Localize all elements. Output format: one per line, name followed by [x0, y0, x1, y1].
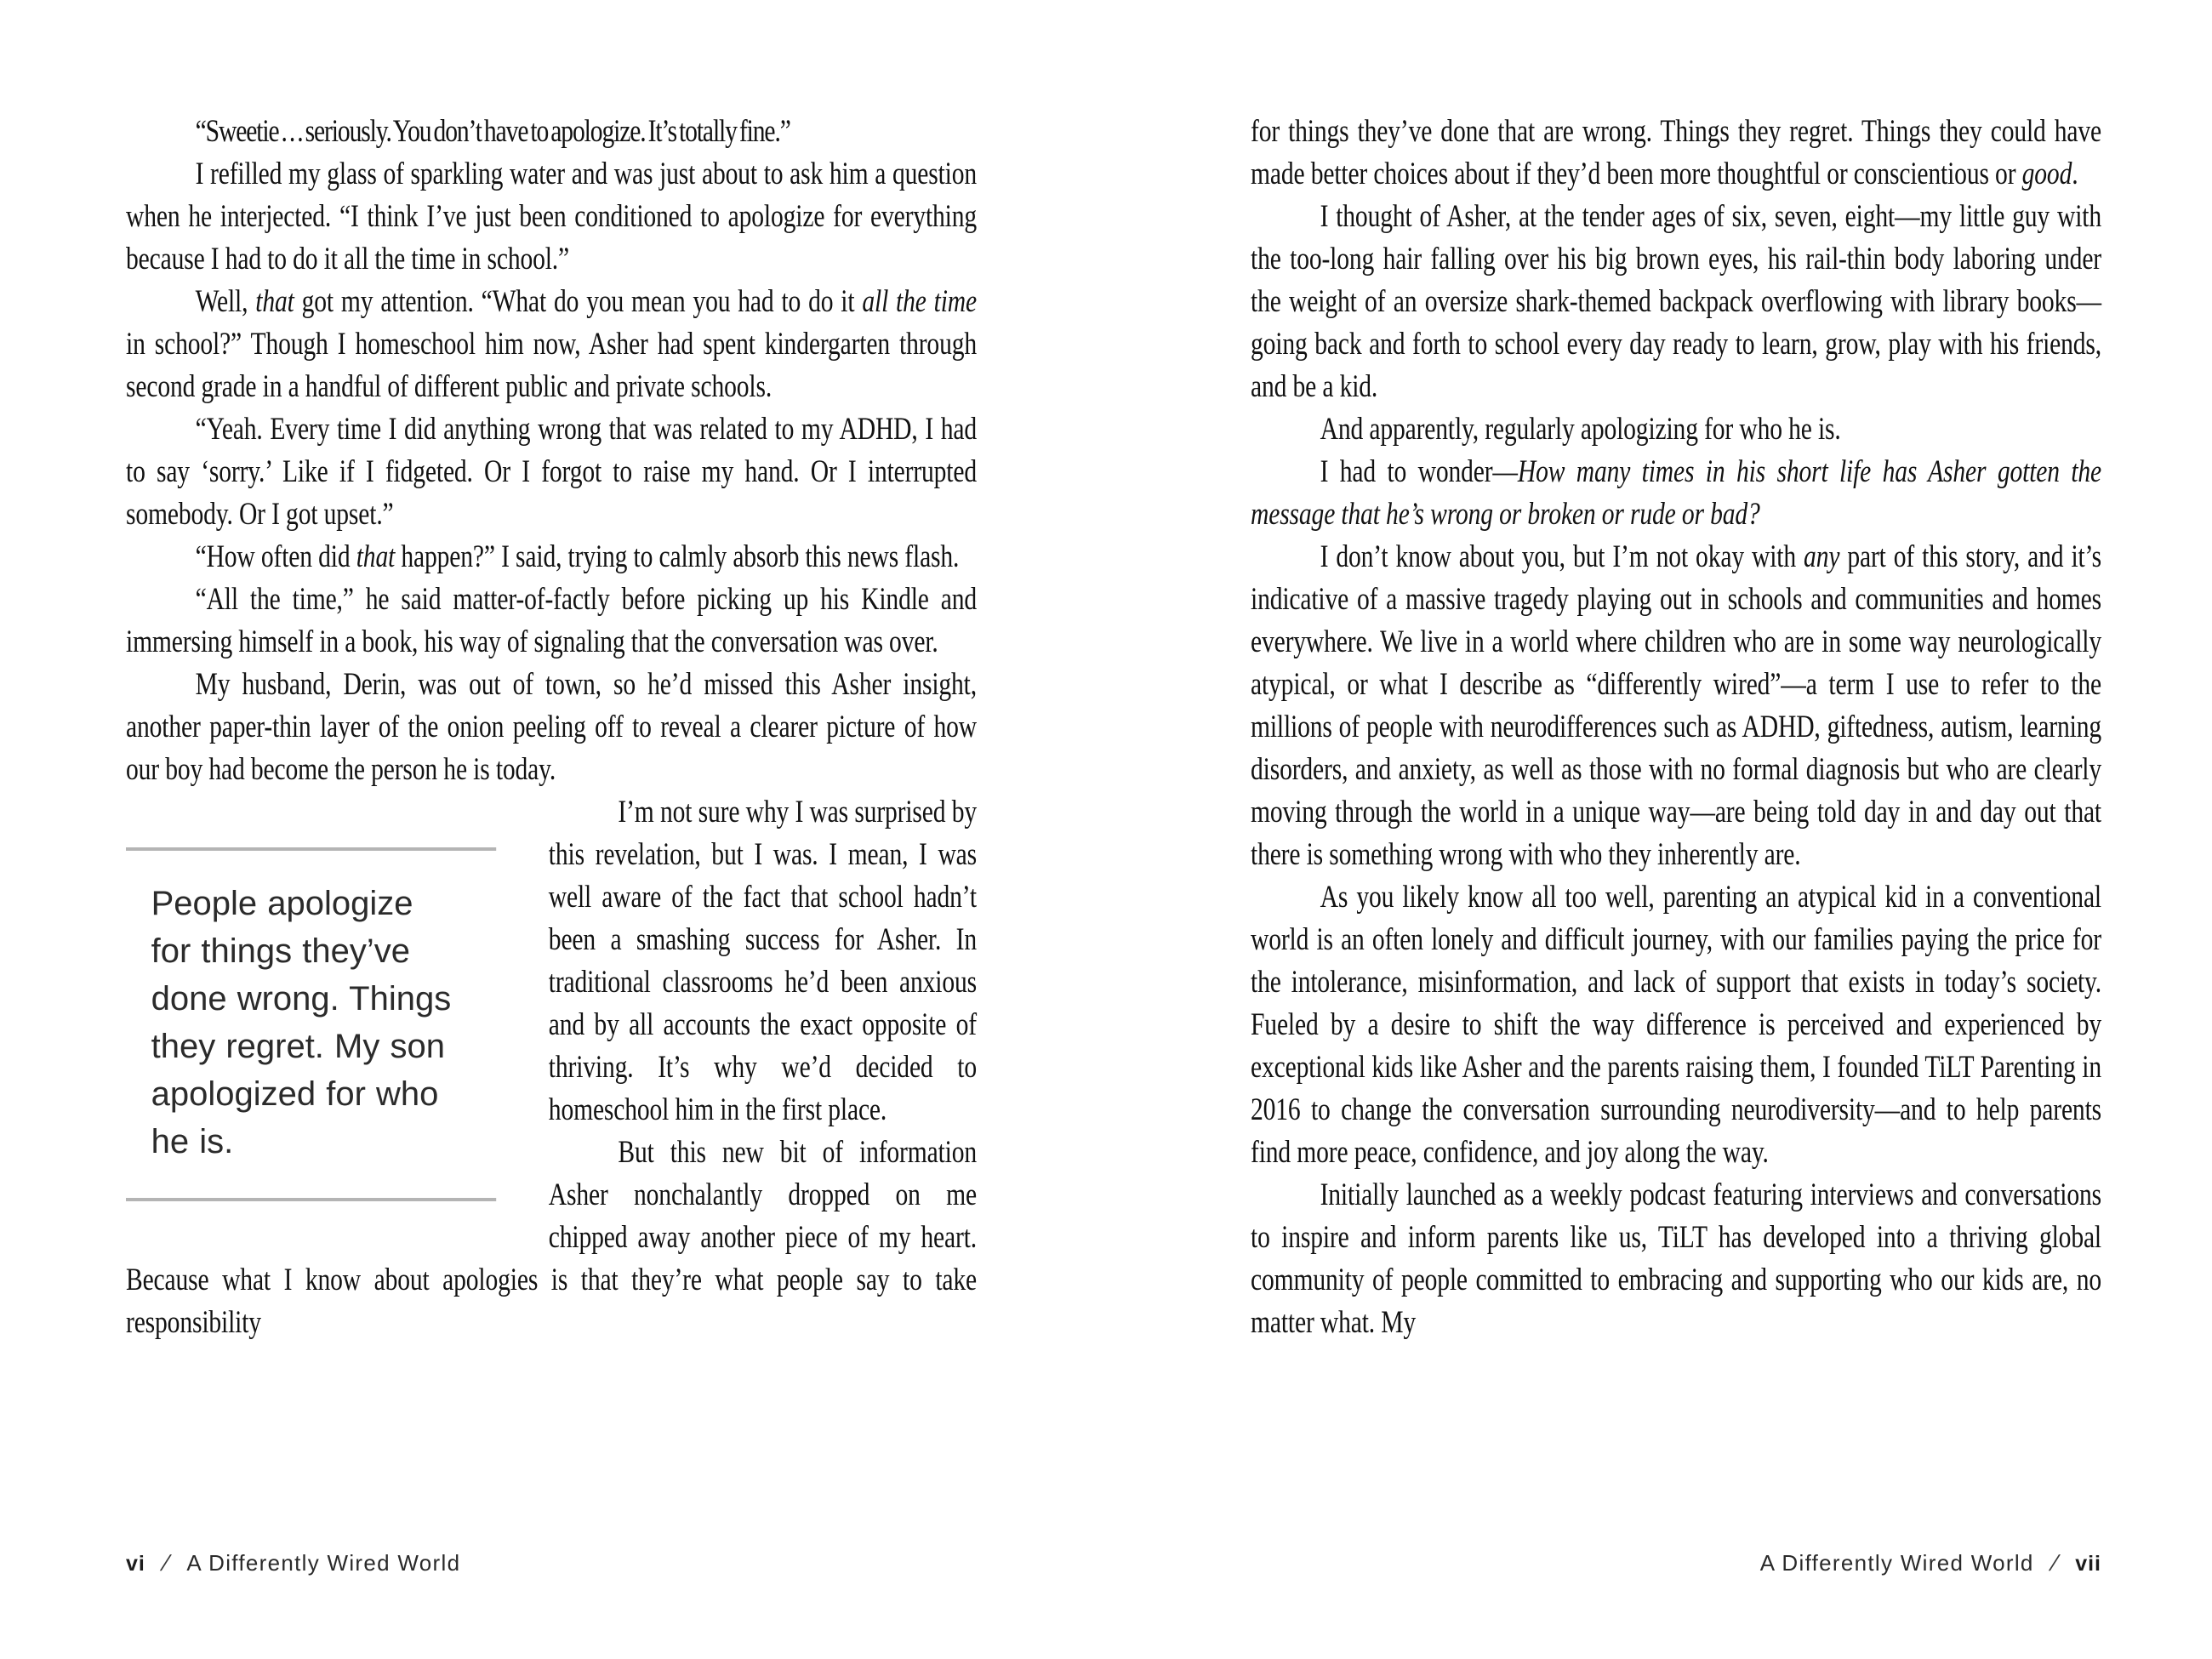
emphasis: any	[1804, 539, 1840, 574]
paragraph: But this new bit of information Asher nonchalantly dropped on me chipped away another piece of my heart. Because what I know about apologies is that they’re what people say to take responsibility	[126, 1135, 977, 1340]
paragraph: I don’t know about you, but I’m not okay with any part of this story, and it’s indicative of a massive tragedy playing out in schools and communities and homes everywhere. We live in a world where children who are in some way neurologically atypical, or what I describe as “differently wired”—a term I use to refer to the millions of people with neurodifferences such as ADHD, giftedness, autism, learning disorders, and anxiety, as well as those with no formal diagnosis but who are clearly moving through the world in a unique way—are being told day in and day out that there is something wrong with who they inherently are.	[1251, 539, 2101, 872]
paragraph: I refilled my glass of sparkling water and was just about to ask him a question when he interjected. “I think I’ve just been conditioned to apologize for everything because I had to do it all the time in school.”	[126, 157, 978, 276]
separator-slash: /	[2046, 1550, 2063, 1576]
text-before-pull-quote	[126, 111, 977, 791]
footer-right	[1760, 1550, 2101, 1576]
paragraph: Well, that got my attention. “What do you mean you had to do it all the time in school?” Though I homeschool him now, Asher had spent kindergarten through second grade in a handful of different public and private schools.	[126, 284, 977, 404]
footer-left	[126, 1550, 460, 1576]
emphasis: How many times in his short life has Asher gotten the message that he’s wrong or broken or rude or bad?	[1251, 454, 2102, 532]
paragraph: I thought of Asher, at the tender ages of six, seven, eight—my little guy with the too-long hair falling over his big brown eyes, his rail-thin body laboring under the weight of an oversize shark-themed backpack overflowing with library books—going back and forth to school every day ready to learn, grow, play with his friends, and be a kid.	[1251, 199, 2101, 404]
emphasis: that	[255, 284, 294, 319]
paragraph: “How often did that happen?” I said, trying to calmly absorb this news flash.	[195, 539, 960, 574]
page-left-text-column	[126, 111, 977, 1344]
running-title: A Differently Wired World	[186, 1550, 461, 1576]
pull-quote-text: People apologize for things they’ve done wrong. Things they regret. My son apologized for who he is.	[151, 885, 452, 1160]
page-number: vi	[126, 1552, 145, 1576]
paragraph: My husband, Derin, was out of town, so he’d missed this Asher insight, another paper-thin layer of the onion peeling off to reveal a clearer picture of how our boy had become the person he is today.	[126, 667, 978, 787]
paragraph: And apparently, regularly apologizing for who he is.	[1320, 412, 1841, 447]
paragraph: “All the time,” he said matter-of-factly before picking up his Kindle and immersing himself in a book, his way of signaling that the conversation was over.	[126, 582, 978, 659]
right-page-text	[1251, 111, 2101, 1344]
page-right-text-column	[1251, 111, 2101, 1344]
paragraph: “Sweetie . . . seriously. You don’t have to apologize. It’s totally fine.”	[195, 114, 790, 149]
page-number: vii	[2075, 1552, 2101, 1576]
paragraph: I had to wonder—How many times in his short life has Asher gotten the message that he’s wrong or broken or rude or bad?	[1251, 454, 2102, 532]
emphasis: that	[356, 539, 396, 574]
separator-slash: /	[157, 1550, 175, 1576]
paragraph: I’m not sure why I was surprised by this revelation, but I was. I mean, I was well aware of the fact that school hadn’t been a smashing success for Asher. In traditional classrooms he’d been anxious and by all accounts the exact opposite of thriving. It’s why we’d decided to homeschool him in the first place.	[548, 795, 977, 1127]
emphasis: good	[2021, 157, 2072, 191]
pull-quote	[126, 847, 496, 1201]
paragraph: As you likely know all too well, parenting an atypical kid in a conventional world is an often lonely and difficult journey, with our families paying the price for the intolerance, misinformation, and lack of support that exists in today’s society. Fueled by a desire to shift the way difference is perceived and experienced by exceptional kids like Asher and the parents raising them, I founded TiLT Parenting in 2016 to change the conversation surrounding neurodiversity—and to help parents find more peace, confidence, and joy along the way.	[1251, 880, 2101, 1170]
page-left	[126, 0, 977, 1659]
paragraph: Initially launched as a weekly podcast featuring interviews and conversations to inspire and inform parents like us, TiLT has developed into a thriving global community of people committed to embracing and supporting who our kids are, no matter what. My	[1251, 1177, 2101, 1340]
paragraph: “Yeah. Every time I did anything wrong that was related to my ADHD, I had to say ‘sorry.’ Like if I fidgeted. Or I forgot to raise my hand. Or I interrupted somebody. Or I got upset.”	[126, 412, 978, 532]
emphasis: all the time	[862, 284, 977, 319]
page-right	[1251, 0, 2101, 1659]
running-title: A Differently Wired World	[1759, 1550, 2034, 1576]
paragraph: for things they’ve done that are wrong. Things they regret. Things they could have made better choices about if they’d been more thoughtful or conscientious or good.	[1251, 114, 2101, 191]
